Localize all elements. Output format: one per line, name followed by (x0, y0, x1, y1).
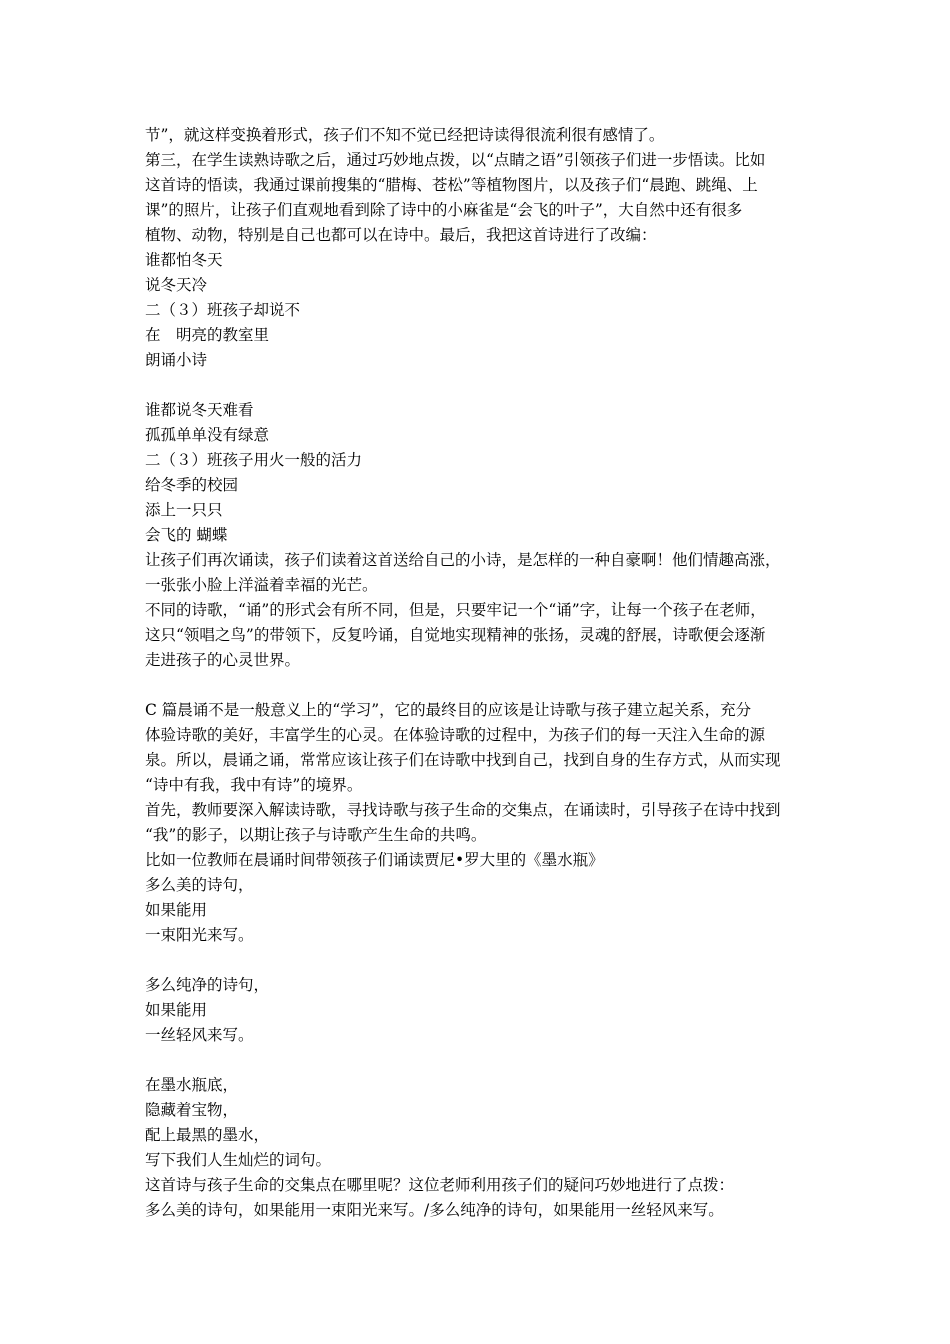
document-body (145, 123, 817, 1223)
poem-line: 在 明亮的教室里 (145, 326, 270, 344)
text-line: 这首诗与孩子生命的交集点在哪里呢？这位老师利用孩子们的疑问巧妙地进行了点拨： (145, 1176, 735, 1194)
text-line: 这首诗的悟读，我通过课前搜集的“腊梅、苍松”等植物图片，以及孩子们“晨跑、跳绳、上 (145, 176, 758, 194)
poem-line: 多么纯净的诗句， (145, 976, 270, 994)
poem-line: 给冬季的校园 (145, 476, 239, 494)
poem-line: 说冬天冷 (145, 276, 208, 294)
text-line: 比如一位教师在晨诵时间带领孩子们诵读贾尼•罗大里的《墨水瓶》 (145, 851, 604, 869)
poem-line: 一束阳光来写。 (145, 926, 254, 944)
poem-line: 隐藏着宝物， (145, 1101, 239, 1119)
text-line: 首先，教师要深入解读诗歌，寻找诗歌与孩子生命的交集点，在诵读时，引导孩子在诗中找到 (145, 801, 781, 819)
text-line: 这只“领唱之鸟”的带领下，反复吟诵，自觉地实现精神的张扬，灵魂的舒展，诗歌便会逐渐 (145, 626, 766, 644)
text-line: 节”，就这样变换着形式，孩子们不知不觉已经把诗读得很流利很有感情了。 (145, 126, 665, 144)
poem-line: 二（３）班孩子用火一般的活力 (145, 451, 363, 469)
blank-line (145, 673, 817, 698)
text-line: 让孩子们再次诵读，孩子们读着这首送给自己的小诗，是怎样的一种自豪啊！他们情趣高涨， (145, 551, 781, 569)
text-line: 不同的诗歌，“诵”的形式会有所不同，但是，只要牢记一个“诵”字，让每一个孩子在老师， (145, 601, 766, 619)
poem-line: 会飞的 蝴蝶 (145, 526, 228, 544)
text-line: 课”的照片，让孩子们直观地看到除了诗中的小麻雀是“会飞的叶子”，大自然中还有很多 (145, 201, 743, 219)
text-line: “我”的影子，以期让孩子与诗歌产生生命的共鸣。 (145, 826, 487, 844)
poem-line: 在墨水瓶底， (145, 1076, 239, 1094)
poem-line: 谁都说冬天难看 (145, 401, 254, 419)
poem-line: 孤孤单单没有绿意 (145, 426, 270, 444)
poem-line: 二（３）班孩子却说不 (145, 301, 301, 319)
text-line: 泉。所以，晨诵之诵，常常应该让孩子们在诗歌中找到自己，找到自身的生存方式，从而实现 (145, 751, 781, 769)
poem-line: 添上一只只 (145, 501, 223, 519)
text-line: 走进孩子的心灵世界。 (145, 651, 301, 669)
poem-line: 写下我们人生灿烂的词句。 (145, 1151, 332, 1169)
blank-line (145, 373, 817, 398)
text-line: C 篇晨诵不是一般意义上的“学习”，它的最终目的应该是让诗歌与孩子建立起关系，充分 (145, 701, 752, 719)
poem-line: 如果能用 (145, 901, 208, 919)
text-line: “诗中有我，我中有诗”的境界。 (145, 776, 363, 794)
text-line: 第三，在学生读熟诗歌之后，通过巧妙地点拨，以“点睛之语”引领孩子们进一步悟读。比如 (145, 151, 766, 169)
poem-line: 配上最黑的墨水， (145, 1126, 270, 1144)
poem-line: 如果能用 (145, 1001, 208, 1019)
poem-line: 谁都怕冬天 (145, 251, 223, 269)
text-line: 植物、动物，特别是自己也都可以在诗中。最后，我把这首诗进行了改编： (145, 226, 657, 244)
poem-line: 多么美的诗句， (145, 876, 254, 894)
blank-line (145, 948, 817, 973)
poem-line: 朗诵小诗 (145, 351, 208, 369)
poem-line: 一丝轻风来写。 (145, 1026, 254, 1044)
text-line: 多么美的诗句，如果能用一束阳光来写。/多么纯净的诗句，如果能用一丝轻风来写。 (145, 1201, 724, 1219)
text-line: 体验诗歌的美好，丰富学生的心灵。在体验诗歌的过程中，为孩子们的每一天注入生命的源 (145, 726, 766, 744)
text-line: 一张张小脸上洋溢着幸福的光芒。 (145, 576, 378, 594)
blank-line (145, 1048, 817, 1073)
